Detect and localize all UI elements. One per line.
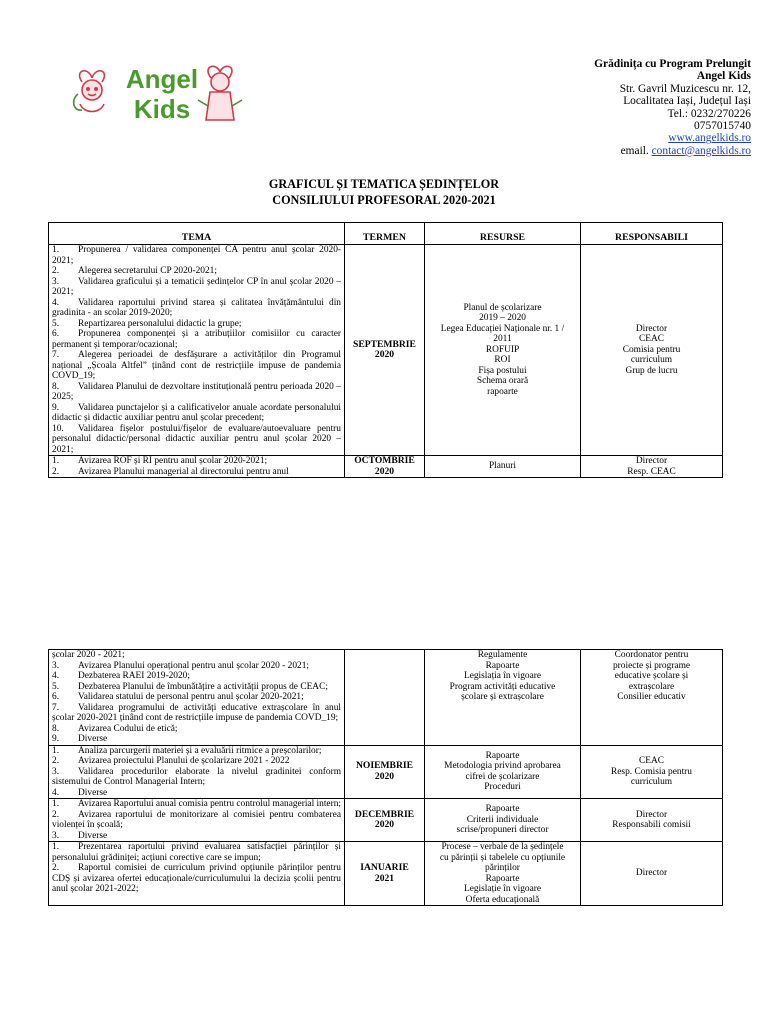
- resurse-cell: [425, 245, 581, 456]
- tema-item: [52, 799, 341, 810]
- tema-item-number: 9.: [52, 734, 60, 744]
- tema-cell: [49, 456, 345, 478]
- responsabili-line: extrașcolare: [628, 681, 675, 692]
- tema-item-text: Diverse: [78, 734, 108, 744]
- tema-item-text: Avizarea Planului operațional pentru anul școlar 2020 - 2021;: [78, 660, 310, 671]
- schedule-table-page-2: [48, 649, 723, 906]
- tema-item: [52, 456, 341, 467]
- resurse-line: Legislația în vigoare: [463, 671, 542, 681]
- responsabili-cell: [581, 799, 723, 842]
- address-line-2: Localitatea Iași, Județul Iași: [623, 95, 751, 108]
- header-responsabili: RESPONSABILI: [581, 223, 723, 245]
- responsabili-line: curriculum: [630, 777, 673, 787]
- phone-line-2: 0757015740: [694, 120, 751, 133]
- termen-termen-1: OCTOMBRIE: [354, 455, 415, 466]
- tema-item-number: 7.: [52, 350, 60, 360]
- tema-item: [52, 382, 341, 403]
- termen-cell: [345, 245, 425, 456]
- resurse-line: Rapoarte: [485, 750, 520, 761]
- responsabili-cell: [581, 842, 723, 906]
- table-row: [49, 650, 723, 746]
- tema-item-text: Validarea raportului privind starea și calitatea învățământului din gradinita - an scolar 2019-2020;: [52, 297, 341, 318]
- tema-item: [52, 298, 341, 319]
- resurse-line: Procese – verbale de la ședințele: [441, 842, 564, 852]
- tema-item-number: 9.: [52, 402, 60, 413]
- schedule-table-page-1: [48, 222, 723, 478]
- responsabili-line: Director: [635, 868, 668, 879]
- responsabili-line: Director: [635, 809, 668, 820]
- responsabili-line: Consilier educativ: [617, 692, 686, 702]
- termen-termen-2: 2020: [374, 819, 395, 830]
- tema-item-text: Analiza parcurgerii materiei și a evaluării ritmice a preșcolarilor;: [78, 745, 322, 756]
- tema-item-number: 2.: [52, 466, 60, 477]
- resurse-cell: [425, 650, 581, 746]
- termen-termen-1: SEPTEMBRIE: [353, 338, 416, 350]
- resurse-line: Planuri: [488, 461, 517, 472]
- table-row: [49, 842, 723, 906]
- tema-item-number: 2.: [52, 863, 60, 873]
- tema-cell: [49, 842, 345, 906]
- termen-termen-2: 2021: [374, 872, 395, 884]
- tema-item: [52, 277, 341, 298]
- tema-item: [52, 467, 341, 478]
- resurse-line: Oferta educațională: [465, 894, 540, 905]
- resurse-line: Schema orară: [476, 376, 529, 387]
- responsabili-line: curriculum: [630, 355, 673, 366]
- resurse-line: Program activități educative: [449, 681, 556, 692]
- table-row: [49, 456, 723, 478]
- tema-item-text: Raportul comisiei de curriculum privind opțiunile părinților pentru CDȘ și avizarea ofertei educaționale/curriculumului la decizia școlii pentru anul școlar 2021-2022;: [52, 863, 341, 894]
- tema-item-number: 6.: [52, 329, 60, 339]
- tema-item-text: Validarea programului de activități educative extrașcolare în anul școlar 2020-2021 ținând cont de restricțiile impuse de pandemia COVD_19;: [52, 702, 341, 723]
- tema-item: [52, 767, 341, 788]
- tema-item-text: Propunerea / validarea componenței CA pentru anul școlar 2020-2021;: [52, 245, 341, 266]
- tema-item-text: Validarea fișelor postului/fișelor de evaluare/autoevaluare pentru personalul didactic/personal didactic auxiliar pentru anul școlar 2020 – 2021;: [52, 423, 341, 455]
- tema-cell: [49, 245, 345, 456]
- resurse-line: cifrei de școlarizare: [465, 771, 540, 782]
- responsabili-line: Director: [635, 323, 668, 334]
- resurse-line: rapoarte: [487, 386, 518, 397]
- tema-item: [52, 245, 341, 266]
- tema-item: [52, 788, 341, 799]
- tema-item-text: Dezbaterea RAEI 2019-2020;: [78, 671, 190, 681]
- responsabili-line: proiecte și programe: [612, 660, 691, 671]
- responsabili-cell: [581, 745, 723, 799]
- tema-item-number: 3.: [52, 276, 60, 287]
- tema-item-number: 4.: [52, 297, 60, 308]
- tema-item-number: 3.: [52, 660, 60, 671]
- termen-cell: [345, 745, 425, 799]
- table-row: [49, 245, 723, 456]
- title-line-2: CONSILIULUI PROFESORAL 2020-2021: [272, 193, 496, 207]
- tema-item-text: Diverse: [78, 787, 108, 798]
- tema-item: [52, 661, 341, 672]
- angel-kids-logo: [70, 60, 250, 135]
- responsabili-line: CEAC: [638, 756, 664, 766]
- resurse-cell: [425, 842, 581, 906]
- responsabili-line: educative școlare și: [614, 671, 689, 681]
- termen-termen-1: NOIEMBRIE: [355, 760, 414, 772]
- responsabili-line: Grup de lucru: [625, 365, 678, 376]
- email-link[interactable]: contact@angelkids.ro: [651, 144, 751, 157]
- tema-item: [52, 734, 341, 745]
- tema-item: [52, 831, 341, 842]
- resurse-line: 2011: [493, 334, 512, 345]
- tema-item-number: 3.: [52, 766, 60, 777]
- table-row: [49, 799, 723, 842]
- angel-left-icon: [74, 71, 105, 112]
- resurse-line: Criterii individuale: [466, 814, 539, 825]
- tema-item-number: 1.: [52, 799, 60, 809]
- responsabili-cell: [581, 456, 723, 478]
- resurse-line: Planul de școlarizare: [463, 302, 542, 313]
- responsabili-line: Resp. CEAC: [627, 466, 676, 477]
- resurse-line: părinților: [485, 863, 520, 873]
- phone-line-1: Tel.: 0232/270226: [667, 107, 751, 120]
- angel-right-icon: [198, 66, 242, 120]
- tema-item-text: școlar 2020 - 2021;: [52, 650, 125, 660]
- tema-item: [52, 810, 341, 831]
- tema-item: [52, 682, 341, 693]
- resurse-line: Metodologia privind aprobarea: [444, 761, 561, 772]
- tema-item-number: 6.: [52, 692, 60, 702]
- tema-item-text: Avizarea raportului de monitorizare al comisiei pentru combaterea violenței în școală;: [52, 809, 341, 830]
- tema-item-number: 1.: [52, 745, 60, 756]
- responsabili-line: Comisia pentru: [622, 344, 681, 355]
- contact-block: [594, 58, 751, 157]
- tema-cell: [49, 799, 345, 842]
- resurse-line: scrise/propuneri director: [456, 825, 549, 836]
- logo-text-kids: Kids: [133, 94, 191, 124]
- responsabili-line: Director: [635, 456, 668, 466]
- email-label: email.: [620, 144, 652, 157]
- tema-item: [52, 863, 341, 895]
- tema-item-text: Dezbaterea Planului de îmbunătățire a activității propus de CEAC;: [78, 681, 328, 692]
- resurse-cell: [425, 745, 581, 799]
- tema-item-text: Avizarea Codului de etică;: [78, 723, 178, 734]
- termen-termen-1: IANUARIE: [360, 862, 409, 873]
- tema-item: [52, 756, 341, 767]
- tema-item-text: Avizarea Planului managerial al directorului pentru anul: [78, 466, 289, 477]
- resurse-line: 2019 – 2020: [479, 313, 526, 324]
- resurse-line: Regulamente: [477, 650, 528, 660]
- responsabili-line: Responsabili comisii: [612, 820, 691, 830]
- tema-item-text: Propunerea componenței și a atribuțiilor comisiilor cu caracter permanent și temporar/ocazional;: [52, 329, 341, 350]
- resurse-line: Rapoarte: [485, 660, 520, 671]
- header-resurse: RESURSE: [425, 223, 581, 245]
- tema-item-number: 1.: [52, 842, 60, 852]
- resurse-line: Legislație în vigoare: [463, 884, 542, 894]
- termen-termen-2: 2020: [374, 770, 395, 782]
- header-tema: TEMA: [49, 223, 345, 245]
- resurse-line: Fișa postului: [478, 365, 527, 376]
- responsabili-line: CEAC: [638, 334, 664, 345]
- termen-termen-2: 2020: [374, 349, 395, 360]
- tema-item-text: Validarea procedurilor elaborate la nivelul gradinitei conform sistemului de Control Managerial Intern;: [52, 766, 341, 787]
- tema-item-text: Diverse: [78, 830, 108, 841]
- tema-item: [52, 842, 341, 863]
- tema-item-number: 2.: [52, 266, 60, 276]
- resurse-line: cu părinții și tabelele cu opțiunile: [439, 852, 566, 863]
- tema-item: [52, 650, 341, 661]
- tema-item-number: 3.: [52, 830, 60, 841]
- termen-cell: [345, 842, 425, 906]
- tema-cell: [49, 650, 345, 746]
- tema-item-number: 10.: [52, 423, 64, 434]
- tema-item-text: Alegerea perioadei de desfășurare a activităților din Programul național „Școala Altfel” ținând cont de restricțiile impuse de pandemia COVD_19;: [52, 350, 341, 381]
- institution-name: Grădinița cu Program Prelungit: [594, 58, 751, 70]
- tema-item-text: Validarea graficului și a tematicii ședințelor CP în anul școlar 2020 – 2021;: [52, 276, 341, 297]
- resurse-cell: [425, 799, 581, 842]
- termen-termen-1: DECEMBRIE: [354, 808, 415, 820]
- resurse-line: Proceduri: [484, 782, 521, 793]
- tema-item-text: Prezentarea raportului privind evaluarea satisfacției părinților și personalului grădiniței; acțiuni corective care se impun;: [52, 842, 341, 863]
- document-title: [0, 176, 768, 208]
- logo-text-angel: Angel: [125, 64, 199, 94]
- tema-item-text: Validarea punctajelor și a calificativelor anuale acordate personalului didactic și didactic auxiliar pentru anul școlar precedent;: [52, 402, 341, 423]
- tema-item: [52, 724, 341, 735]
- tema-item-number: 4.: [52, 787, 60, 798]
- tema-item-number: 1.: [52, 456, 60, 466]
- tema-item-number: 2.: [52, 809, 60, 820]
- table-header-row: [49, 223, 723, 245]
- tema-item-number: 8.: [52, 723, 60, 734]
- tema-item-number: 5.: [52, 681, 60, 692]
- tema-item-number: 7.: [52, 702, 60, 713]
- termen-termen-2: 2020: [374, 465, 395, 477]
- responsabili-cell: [581, 650, 723, 746]
- table-row: [49, 745, 723, 799]
- tema-item: [52, 692, 341, 703]
- tema-item: [52, 266, 341, 277]
- header-termen: TERMEN: [345, 223, 425, 245]
- resurse-line: ROFUIP: [485, 344, 520, 355]
- tema-item-text: Avizarea Raportului anual comisia pentru controlul managerial intern;: [78, 799, 342, 809]
- resurse-line: Legea Educației Naționale nr. 1 /: [440, 323, 565, 334]
- tema-item: [52, 403, 341, 424]
- tema-item-number: 4.: [52, 671, 60, 681]
- tema-cell: [49, 745, 345, 799]
- termen-cell: [345, 456, 425, 478]
- kindergarten-name: Angel Kids: [696, 70, 751, 83]
- responsabili-line: Coordonator pentru: [614, 650, 689, 660]
- resurse-cell: [425, 456, 581, 478]
- tema-item-text: Validarea Planului de dezvoltare instituțională pentru perioada 2020 – 2025;: [52, 381, 341, 402]
- termen-cell: [345, 650, 425, 746]
- resurse-line: ROI: [494, 355, 511, 366]
- resurse-line: Rapoarte: [485, 804, 520, 815]
- tema-item: [52, 319, 341, 330]
- tema-item: [52, 746, 341, 757]
- tema-item-number: 2.: [52, 756, 60, 766]
- termen-cell: [345, 799, 425, 842]
- tema-item-number: 5.: [52, 318, 60, 329]
- tema-item-number: 1.: [52, 245, 60, 255]
- responsabili-line: Resp. Comisia pentru: [611, 766, 692, 777]
- tema-item-text: Repartizarea personalului didactic la grupe;: [78, 318, 242, 329]
- tema-item: [52, 424, 341, 456]
- resurse-line: școlare și extrașcolare: [461, 692, 544, 702]
- tema-item-text: Avizarea proiectului Planului de școlarizare 2021 - 2022: [78, 756, 290, 766]
- tema-item: [52, 329, 341, 350]
- resurse-line: Rapoarte: [485, 873, 520, 884]
- tema-item-text: Validarea statului de personal pentru anul școlar 2020-2021;: [78, 692, 304, 702]
- tema-item: [52, 703, 341, 724]
- tema-item-text: Alegerea secretarului CP 2020-2021;: [78, 266, 217, 276]
- website-link[interactable]: www.angelkids.ro: [668, 132, 751, 145]
- tema-item: [52, 671, 341, 682]
- responsabili-cell: [581, 245, 723, 456]
- tema-item-text: Avizarea ROF și RI pentru anul școlar 2020-2021;: [78, 456, 268, 466]
- tema-item-number: 8.: [52, 381, 60, 392]
- address-line-1: Str. Gavril Muzicescu nr. 12,: [619, 82, 751, 95]
- title-line-1: GRAFICUL ȘI TEMATICA ȘEDINȚELOR: [268, 177, 500, 191]
- tema-item: [52, 350, 341, 382]
